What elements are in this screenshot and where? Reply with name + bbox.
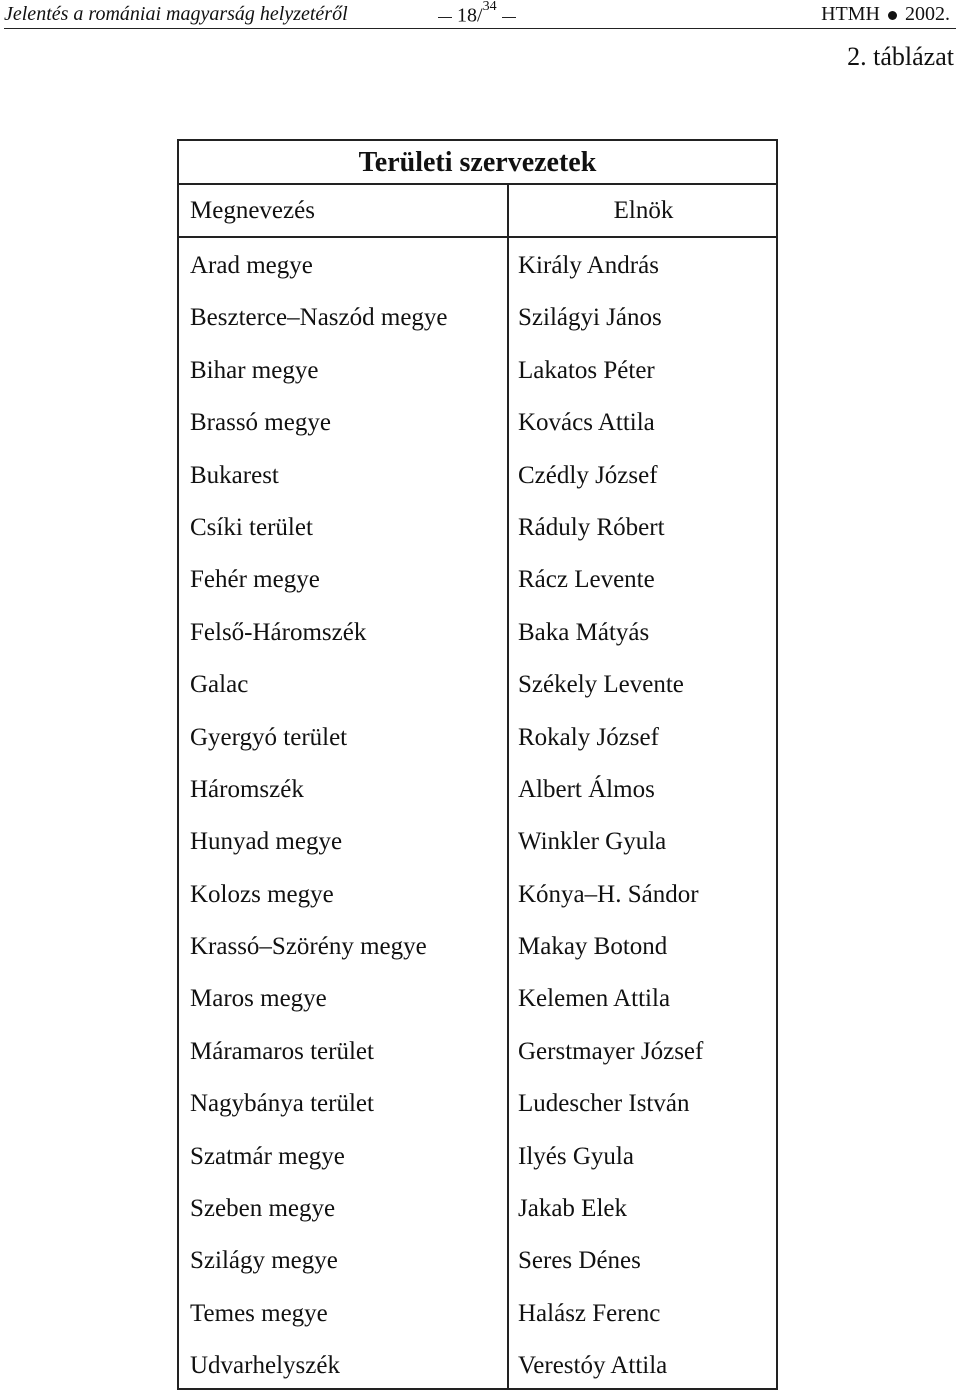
table-row [179,766,776,818]
cell-chair: Szilágyi János [518,304,662,332]
cell-chair: Király András [518,252,659,279]
table-label: 2. táblázat [847,42,954,71]
document-title: Jelentés a romániai magyarság helyzetéről [4,3,348,25]
cell-chair: Ludescher István [518,1090,690,1118]
cell-chair: Czédly József [518,461,658,489]
cell-chair: Kelemen Attila [518,985,671,1013]
table-row [179,347,776,399]
table-row [179,661,776,713]
table-header-row [179,185,776,238]
table-row [179,1133,776,1185]
dash-right [502,17,516,18]
table-row [179,1080,776,1132]
cell-chair: Rokaly József [518,723,659,751]
cell-name: Nagybánya terület [190,1090,374,1118]
cell-name: Arad megye [190,252,313,279]
bullet-dot-icon [888,11,897,20]
cell-chair: Ilyés Gyula [518,1142,634,1170]
cell-name: Fehér megye [190,566,320,594]
table-row [179,452,776,504]
cell-name: Szeben megye [190,1195,336,1223]
cell-chair: Halász Ferenc [518,1299,661,1327]
cell-chair: Rácz Levente [518,566,655,594]
column-header-chair: Elnök [613,197,674,224]
page-total: 34 [482,0,497,14]
table-row [179,556,776,608]
page-current: 18/ [457,4,483,27]
cell-name: Szatmár megye [190,1142,345,1170]
cell-name: Beszterce–Naszód megye [190,304,448,332]
cell-name: Felső-Háromszék [190,618,367,646]
cell-name: Galac [190,671,249,699]
table-row [179,1237,776,1289]
cell-chair: Albert Álmos [518,775,655,803]
header-org-year [821,3,950,26]
cell-chair: Kónya–H. Sándor [518,880,699,908]
table-row [179,1290,776,1342]
cell-chair: Seres Dénes [518,1247,641,1275]
table-row [179,714,776,766]
cell-name: Máramaros terület [190,1037,374,1065]
table-row [179,609,776,661]
cell-chair: Verestóy Attila [518,1352,668,1380]
page-header [4,0,956,29]
table-body [179,242,776,1395]
cell-chair: Baka Mátyás [518,618,650,646]
table-row [179,975,776,1027]
table-row [179,818,776,870]
table-row [179,399,776,451]
cell-name: Bihar megye [190,356,319,384]
cell-chair: Winkler Gyula [518,828,667,856]
cell-chair: Makay Botond [518,933,668,961]
column-header-name: Megnevezés [190,197,315,224]
table-row [179,871,776,923]
cell-name: Szilágy megye [190,1247,338,1275]
cell-chair: Lakatos Péter [518,356,655,384]
table-row [179,294,776,346]
cell-name: Kolozs megye [190,880,334,908]
cell-name: Csíki terület [190,513,313,541]
cell-chair: Székely Levente [518,671,684,699]
table-row [179,923,776,975]
page-number [438,0,516,28]
header-org: HTMH [821,3,880,25]
cell-name: Brassó megye [190,409,331,437]
table-row [179,1185,776,1237]
cell-name: Háromszék [190,775,304,803]
cell-chair: Gerstmayer József [518,1037,704,1065]
table-row [179,504,776,556]
cell-name: Hunyad megye [190,828,343,856]
cell-chair: Ráduly Róbert [518,513,665,541]
organizations-table [177,139,778,1390]
table-row [179,1342,776,1394]
cell-name: Bukarest [190,461,279,489]
cell-name: Udvarhelyszék [190,1352,340,1380]
cell-chair: Kovács Attila [518,409,655,437]
table-row [179,242,776,294]
dash-left [438,17,452,18]
table-row [179,1028,776,1080]
cell-chair: Jakab Elek [518,1195,627,1223]
header-year: 2002. [905,3,950,25]
cell-name: Gyergyó terület [190,723,348,751]
cell-name: Krassó–Szörény megye [190,933,427,961]
table-title: Területi szervezetek [179,141,776,185]
cell-name: Temes megye [190,1299,328,1327]
cell-name: Maros megye [190,985,327,1013]
